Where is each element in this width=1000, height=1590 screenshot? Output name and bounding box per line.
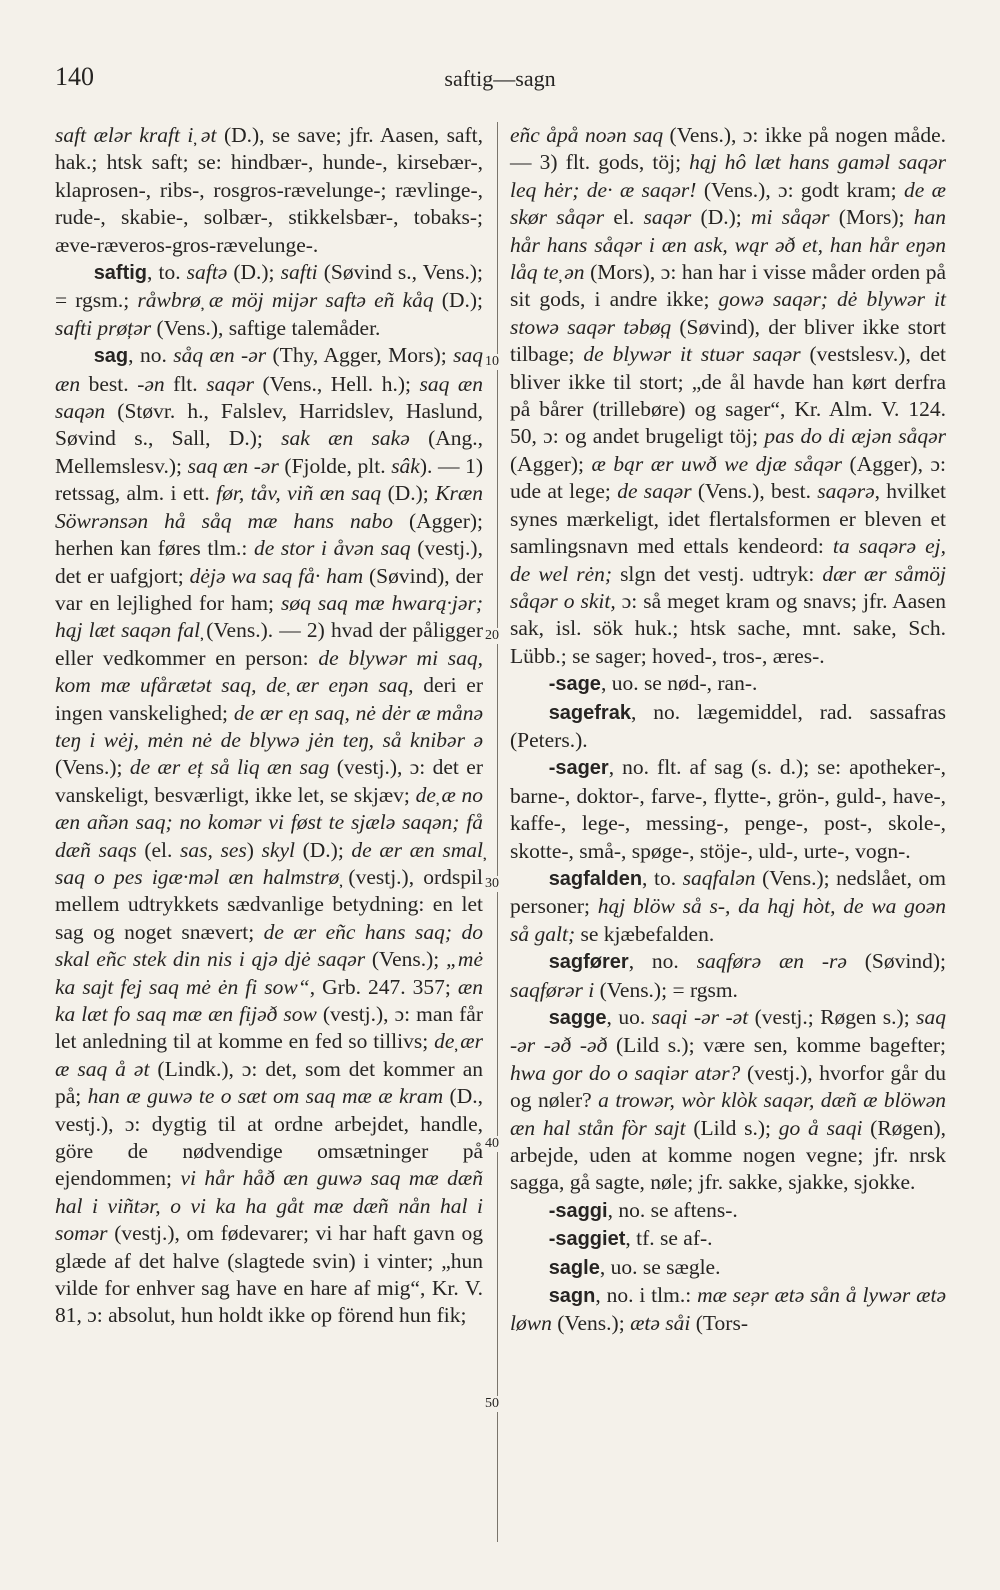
entry-text: , no. flt. af sag (s. d.); se: apotheker-, barne-, doktor-, farve-, flytte-, grön-, guld-, have-, kaffe-, lege-, messing-, penge-, post-, skole-, skotte-, små-, spøge-, stöje-, uld-, urte-, vogn-. [510,755,946,863]
dialect-form: de̦ ær æ saq å ət [55,1029,483,1081]
entry-sag [55,342,483,1330]
dialect-form: gowə saqər; dė blywər it stowə saqər təbø̦q [510,287,947,339]
entry-text: (vestj.), ordspil mellem udtrykkets sædvanlige betydning: en let sag og noget snævert; [55,864,483,944]
dialect-form: hwa gor do o saqiər atər? [510,1060,741,1085]
entry-text: slgn det vestj. udtryk: [612,561,823,586]
headword: sagfalden [548,867,643,890]
entry-text: (Søvind), der bliver ikke stort tilbage; [510,314,946,367]
running-head: saftig—sagn [444,66,556,91]
entry-sag-continuation [510,122,946,670]
entry-text: (D.); [433,288,483,313]
dialect-form: saqi -ər -ət [651,1005,749,1029]
dialect-form: æn ka læt fo saq mæ æn fijəð sow [55,974,484,1026]
entry-text: , no. i tlm.: [595,1283,698,1308]
dialect-form: saqførə æn -rə [696,949,847,974]
dialect-form: de ær e̦t så liq æn sag [129,755,330,780]
entry-text: (Røgen), arbejde, uden at komme nogen vegne; jfr. nrsk sagga, gå sagte, nøle; jfr. sakke, sjakke, sjokke. [510,1115,947,1195]
entry-text: , to. [147,260,187,285]
entry-text: (vestj.), det er uafgjort; [55,536,483,588]
entry-text: (Agger); [510,451,592,476]
dialect-form: safti [280,260,318,285]
entry-text: deri er ingen vanskelighed; [55,673,483,725]
entry-text: (Støvr. h., Falslev, Harridslev, Haslund, Søvind s., Sall, D.); [55,399,483,451]
page-header [0,62,1000,102]
dialect-form: de blywər it stuər saqər [583,342,801,367]
headword: -sage [548,673,601,696]
dialect-form: sâk [391,453,420,478]
dialect-form: han hår hans såqər i æn ask, wąr əð et, han hår eŋən låq te̦ ən [510,205,947,285]
entry-text: best. [80,371,138,396]
dialect-form: go å saqi [778,1115,863,1140]
dialect-form: vi hår håð æn guwə saq mæ dæñ hal i viñtər, o vi ka ha gåt mæ dæñ nån hal i somər [55,1166,483,1246]
dialect-form: hąj blöw så s-, da hąj hòt, de wa goən så galt; [510,894,946,946]
right-column [510,122,946,1338]
entry-saggiet [510,1225,946,1253]
entry-text: (el. [136,837,180,862]
dialect-form: a trowər, wòr klòk saqər, dæñ æ blöwən æn hal stån fòr sajt [510,1088,947,1140]
entry-text: ɔ: så meget kram og snavs; jfr. Aasen sak, isl. sök huk.; htsk sache, mnt. sake, Sch. Lübb.; se sager; hoved-, tros-, æres-. [510,588,946,668]
entry-text: flt. [164,371,207,396]
dialect-form: ta saqərə e̦j, de wel rėn; [510,534,946,586]
dialect-form: de blywər mi saq, kom mæ ufårætət saq, de̦ ær eŋən saq, [55,645,483,698]
entry-text: (Lild s.); være sen, komme bagefter; [607,1033,946,1058]
entry-text: , hvilket synes mærkeligt, idet flertalsformen er bleven et samlingsnavn med ettals kendeord: [510,479,946,559]
line-number: 30 [479,876,505,892]
entry-text: ) [246,837,262,862]
entry-text: , no. lægemiddel, rad. sassafras (Peters.). [510,699,946,752]
entry-text: , Grb. 247. 357; [309,974,458,999]
entry-text: (Vens.); = rgsm. [594,977,738,1002]
dialect-form: æ bąr ær uwð we djæ såqər [591,451,843,476]
dialect-form: saqər [643,205,692,230]
dialect-form: de stor i åvən saq [254,536,411,561]
entry-saggi [510,1197,946,1225]
entry-saftig [55,259,483,342]
entry-text: , no. [128,343,174,368]
dialect-form: pas do di æjən såqər [764,424,946,449]
entry-text: (vestj.), hvorfor går du og nøler? [510,1060,946,1113]
dialect-form: saq æn saqən [55,371,483,424]
dialect-form: Kræn Söwrənsən hå såq mæ hans nabo [55,481,483,533]
entry-text: (Vens.); [551,1311,631,1336]
entry-text: (vestj.), om fødevarer; vi har haft gavn og glæde af det halve (slagtede svin) i vinter; „hun vilde for enhver sag have en hare af mig“, Kr. V. 81, ɔ: absolut, hun holdt ikke op förend hun fik; [55,1221,483,1328]
entry-text: ). — 1) retssag, alm. i ett. [55,453,484,506]
dialect-form: -ən [137,371,165,396]
entry-text: (Mors), ɔ: han har i visse måder orden på sit gods, i andre ikke; [510,260,946,312]
entry-sagefrak [510,699,946,755]
dialect-form: dær ær såmöj såqər o skit, [510,561,946,613]
entry-text: (D., vestj.), ɔ: dygtig til at ordne arbejdet, handle, göre de nødvendige omsætninger på ejendommen; [55,1084,483,1191]
entry-text: (Vens.), ɔ: ikke på nogen måde. — 3) flt. gods, töj; [510,123,946,175]
dialect-form: de ær æn smal̦ saq o pes igæ·məl æn halmstrø̦ [55,837,483,889]
dialect-form: de saqər [617,479,692,504]
dialect-form: søq saq mæ hwarą·jər; hąj læt saqən fal̦ [55,590,483,643]
dialect-form: saqfalən [682,865,756,890]
dialect-form: sak æn sakə [281,426,410,451]
line-number: 10 [479,354,505,370]
entry-text: (D.); [227,260,281,285]
line-number: 40 [479,1136,505,1152]
line-number: 50 [479,1396,505,1412]
headword: sagge [548,1007,607,1029]
entry-text: , uo. se sægle. [599,1254,721,1279]
entry-sage [510,670,946,698]
dialect-form: hąj hô læt hans gaməl saqər leq hėr; de· æ saqər! [510,150,946,202]
entry-text: (Mors); [829,205,914,230]
entry-sagn [510,1282,946,1338]
dialect-form: de̦ æ no æn añən saq; no komər vi føst te sjælə saqən; få dæñ saqs [55,782,483,862]
entry-text: (Agger); herhen kan føres tlm.: [55,508,483,561]
dialect-form: skyl [261,837,295,862]
entry-text: (Ang., Mellemslesv.); [55,426,484,478]
entry-sagge [510,1004,946,1197]
dialect-form: de ær e̦n saq, nė dėr æ månə teŋ i wėj, mėn nė de blywə jėn teŋ, så knibər ə [55,700,483,752]
line-number: 20 [479,628,505,644]
dialect-form: før, tåv, viñ æn saq [216,481,382,506]
entry-text: , uo. [606,1005,652,1029]
entry-text: (Lindk.), ɔ: det, som det kommer an på; [55,1056,483,1109]
entry-saft-continuation [55,122,483,259]
entry-text: (vestslesv.), det bliver ikke til stort; „de ål havde han kørt derfra på bårer (trillebøre) og sager“, Kr. Alm. V. 124. 50, ɔ: og andet brugeligt töj; [510,342,946,449]
dialect-form: mi såqər [751,205,830,230]
entry-text: , tf. se af-. [625,1226,713,1251]
entry-text: (Lild s.); [685,1115,779,1140]
entry-text: (Vens.); nedslået, om personer; [510,865,946,919]
dialect-form: „mė ka sajt fe̦j saq mė ėn fi sow“ [55,947,483,999]
entry-text: , to. [642,865,683,890]
headword: -sager [548,757,609,780]
entry-text: (Vens.), saftige talemåder. [151,315,381,340]
entry-text: (Vens.), best. [691,479,818,504]
entry-sagfalden [510,865,946,948]
entry-text: , no. [628,949,697,974]
dialect-form: ætə såi [630,1311,691,1336]
entry-text: (Fjolde, plt. [278,453,392,478]
headword: sag [93,345,129,368]
entry-text: , no. se aftens-. [607,1197,738,1222]
entry-text: (Søvind s., Vens.); = rgsm.; [55,260,483,313]
dialect-form: saqførər i [510,977,595,1002]
entry-text: (Søvind), der var en lejlighed for ham; [55,563,483,615]
dialect-form: saftə [186,260,228,285]
dialect-form: sas, ses [180,837,247,862]
dialect-form: såq æn -ər [173,343,267,368]
dialect-form: dėjə wa saq få· ham [189,563,364,588]
entry-text: el. [604,205,644,230]
headword: -saggiet [548,1228,626,1251]
entry-sagle [510,1254,946,1282]
entry-text: (Vens.), ɔ: godt kram; [696,177,905,202]
dialect-form: eñc åpå noən saq [510,123,664,147]
headword: sagfører [548,951,629,974]
entry-text: (vestj.; Røgen s.); [748,1005,917,1029]
dialect-form: saq æn -ər [187,453,279,478]
dialect-form: saq æn [55,343,484,396]
entry-text: se kjæbefalden. [575,921,715,946]
dialect-form: saqərə [817,479,875,504]
dialect-form: han æ guwə te o sæt om saq mæ æ kram [87,1084,444,1109]
entry-text: (vestj.), ɔ: man får let anledning til at komme en fed so tillivs; [55,1002,483,1054]
entry-sagforer [510,948,946,1004]
entry-text: (Vens.). — 2) hvad der påligger eller vedkommer en person: [55,618,483,670]
entry-text: (D.), se save; jfr. Aasen, saft, hak.; htsk saft; se: hindbær-, hunde-, kirsebær-, klaprosen-, ribs-, rosgros-rævelunge-; rævlinge-, rude-, skabie-, solbær-, stikkelsbær-, tobaks-; æve-ræveros-gros-rævelunge-. [55,123,484,257]
dialect-form: saft ælər kraft i̦ ət [55,123,217,147]
entry-text: (D.); [294,837,352,862]
dialect-form: safti prø̦tər [55,315,152,340]
dialect-form: de æ skør såqər [510,177,947,230]
entry-text: (vestj.), ɔ: det er vanskeligt, besværligt, ikke let, se skjæv; [55,755,483,807]
column-divider [497,122,498,1542]
entry-text: (Tors- [690,1311,748,1336]
entry-text: (Vens., Hell. h.); [253,371,420,396]
dialect-form: de ær eñc hans saq; do skal eñc stek din nis i ąjə djė saqər [55,919,483,972]
entry-text: (Vens.); [365,947,446,972]
entry-sager [510,754,946,865]
headword: saftig [93,262,148,285]
dialect-form: mæ se̦ər ætə sån å lywər ætə løwn [510,1283,946,1336]
entry-text: (D.); [691,205,751,230]
dialect-form: saqər [206,371,254,396]
entry-text: (Søvind); [846,949,946,974]
headword: sagefrak [548,701,631,724]
dialect-form: saq -ər -əð -əð [510,1005,946,1058]
headword: -saggi [548,1199,608,1222]
entry-text: (Agger), ɔ: ude at lege; [510,451,946,504]
entry-text: , uo. se nød-, ran-. [600,671,758,696]
left-column [55,122,483,1330]
headword: sagn [548,1285,596,1308]
headword: sagle [548,1256,600,1279]
entry-text: (Vens.); [55,755,130,780]
entry-text: (Thy, Agger, Mors); [266,343,454,368]
page-number: 140 [55,62,94,91]
entry-text: (D.); [381,481,436,506]
dialect-form: råwbrø̦ æ möj mijər saftə eñ kåq [137,288,434,313]
